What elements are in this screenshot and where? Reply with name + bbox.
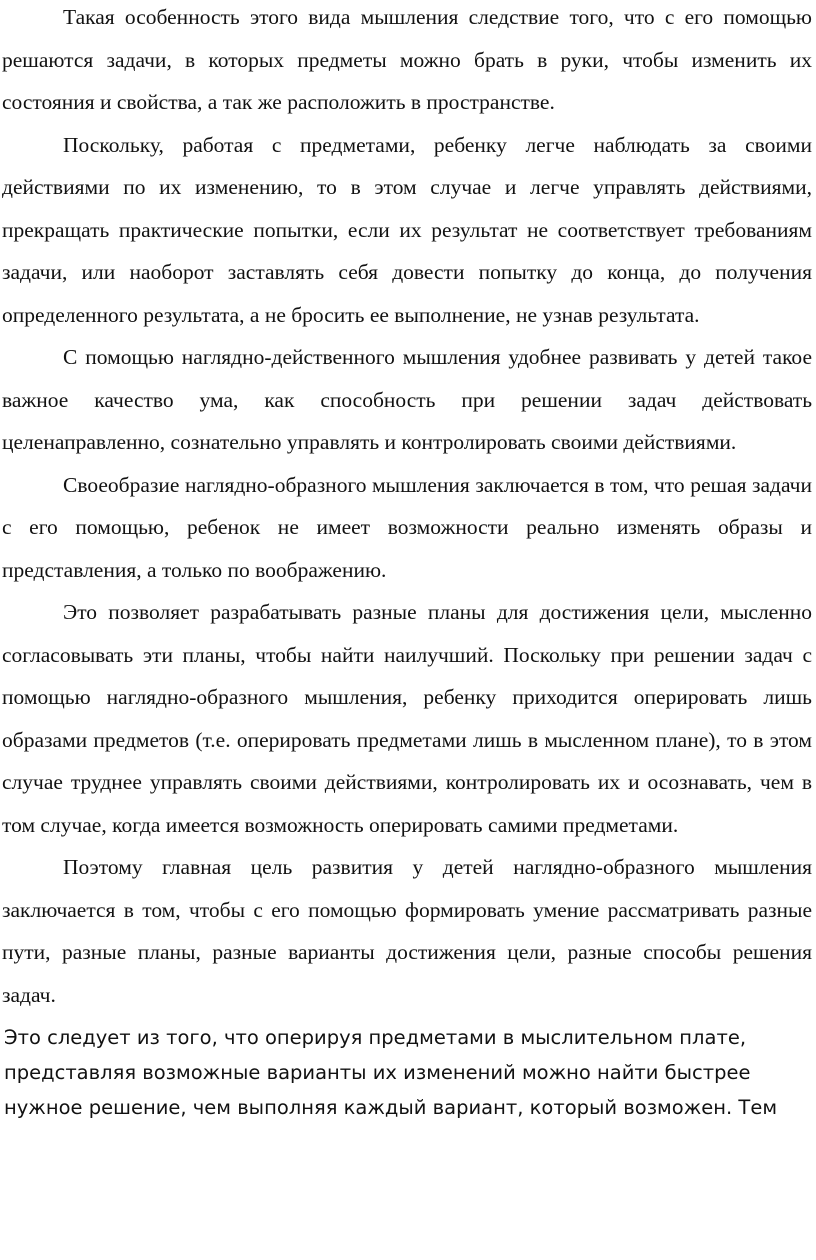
paragraph-7: Это следует из того, что оперируя предметами в мыслительном плате, представляя возможные варианты их изменений можно найти быстрее нужное решение, чем выполняя каждый вариант, который возможен. Тем xyxy=(4,1026,778,1119)
paragraph-5: Это позволяет разрабатывать разные планы для достижения цели, мысленно согласовывать эти планы, чтобы найти наилучший. Поскольку при решении задач с помощью наглядно-образного мышления, ребенку приходится оперировать лишь образами предметов (т.е. оперировать предметами лишь в мысленном плане), то в этом случае труднее управлять своими действиями, контролировать их и осознавать, чем в том случае, когда имеется возможность оперировать самими предметами. xyxy=(2,600,812,837)
paragraph-1: Такая особенность этого вида мышления следствие того, что с его помощью решаются задачи, в которых предметы можно брать в руки, чтобы изменить их состояния и свойства, а так же расположить в пространстве. xyxy=(2,5,812,114)
paragraph-2: Поскольку, работая с предметами, ребенку легче наблюдать за своими действиями по их изменению, то в этом случае и легче управлять действиями, прекращать практические попытки, если их результат не соответствует требованиям задачи, или наоборот заставлять себя довести попытку до конца, до получения определенного результата, а не бросить ее выполнение, не узнав результата. xyxy=(2,132,812,327)
paragraph-6: Поэтому главная цель развития у детей наглядно-образного мышления заключается в том, чтобы с его помощью формировать умение рассматривать разные пути, разные планы, разные варианты достижения цели, разные способы решения задач. xyxy=(2,855,812,1007)
paragraph-4: Своеобразие наглядно-образного мышления заключается в том, что решая задачи с его помощью, ребенок не имеет возможности реально изменять образы и представления, а только по воображению. xyxy=(2,472,812,582)
paragraph-3: С помощью наглядно-действенного мышления удобнее развивать у детей такое важное качество ума, как способность при решении задач действовать целенаправленно, сознательно управлять и контролировать своими действиями. xyxy=(2,345,812,454)
